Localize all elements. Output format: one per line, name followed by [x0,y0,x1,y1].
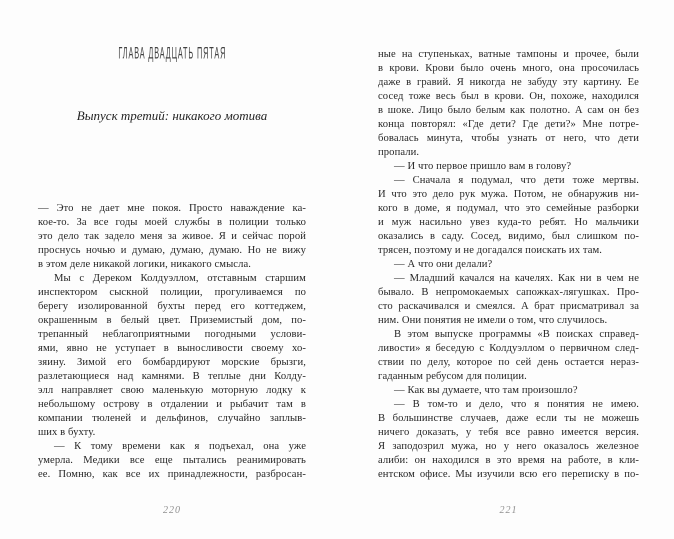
text-line: ших в бухту. [38,427,96,438]
text-line: алиби: он находился в это время на работе, в кли- [378,455,639,466]
text-line: Мы с Дереком Колдуэллом, отставным старшим [54,273,306,284]
text-line: конца повторял: «Где дети? Где дети?» Мне потре- [378,119,639,130]
text-line: элл направляет свою маленькую моторную лодку к [38,385,306,396]
text-line: ним. Они понятия не имели о том, что случилось. [378,315,608,326]
text-line: — И что первое пришло вам в голову? [394,161,572,172]
text-line: ствии по делу, которое по сей день остается нераз- [378,357,639,368]
text-line: даже в гравий. Я никогда не забуду эту картину. Ее [378,77,639,88]
chapter-heading [38,42,306,63]
text-line: В этом выпуске программы «В поисках справед- [394,329,639,340]
text-line: — Это не дает мне покоя. Просто наваждение ка- [38,203,306,214]
text-line: в крови. Крови было очень много, она просочилась [378,63,639,74]
text-line: проснусь ночью и думаю, думаю, думаю. Но не вижу [38,245,306,256]
text-line: — А что они делали? [394,259,493,270]
text-line: небольшому острову в отдалении и рыбачит там в [38,399,306,410]
text-line: трепанный неблагоприятными погодными услови- [38,329,306,340]
text-line: гаданным ребусом для полиции. [378,371,527,382]
text-line: это дело так задело меня за живое. Я и сейчас порой [38,231,306,242]
text-line: сосед тоже весь был в крови. Он, похоже, находился [378,91,639,102]
text-line: окрашенным в белый цвет. Приземистый дом, по- [38,315,306,326]
text-line: И что это дело рук мужа. Потом, не обнаружив ни- [378,189,639,200]
text-line: ентском офисе. Мы изучили всю его переписку в по- [378,469,639,480]
text-line: ливости» я беседую с Колдуэллом о первичном след- [378,343,639,354]
text-line: — В том-то и дело, что я понятия не имею. [394,399,639,410]
text-line: в этом деле никакой логики, никакого смысла. [38,259,252,270]
text-line: В большинстве случаев, даже если ты не можешь [378,413,639,424]
text-line: ничего доказать, у тебя все равно имеется версия. [378,427,639,438]
text-line: кое-то. За все годы моей службы в полиции только [38,217,306,228]
text-line: зяину. Зимой его бомбардируют морские брызги, [38,357,306,368]
text-line: в шоке. Лицо было белым как полотно. А сам он без [378,105,639,116]
text-line: трясен, поэтому и не догадался поискать их там. [378,245,603,256]
text-line: пропали. [378,147,420,158]
chapter-subtitle: Выпуск третий: никакого мотива [76,108,268,123]
text-line: — Как вы думаете, что там произошло? [394,385,578,396]
left-page-number: 220 [163,505,181,516]
text-line: оказались в саду. Сосед, видимо, был слишком по- [378,231,639,242]
text-line: бовалась минута, чтобы узнать от него, что дети [378,133,639,144]
right-page-body [378,48,639,482]
text-line: компании тюленей и дельфинов, случайно заплыв- [38,413,306,424]
text-line: кого в доме, я подумал, что это семейные разборки [378,203,639,214]
chapter-title: ГЛАВА ДВАДЦАТЬ ПЯТАЯ [118,43,226,63]
text-line: бывало. В непромокаемых сапожках-лягушках. Про- [378,287,639,298]
text-line: сто раскачивался и смеялся. А брат присматривал за [378,301,639,312]
text-line: Я заподозрил мужа, но у него оказалось железное [378,441,639,452]
text-line: берегу изолированной бухты перед его коттеджем, [38,301,306,312]
text-line: ее. Помню, как все их принадлежности, разбросан- [38,469,306,480]
text-line: — Сначала я подумал, что дети тоже мертвы. [394,175,639,186]
text-line: ные на ступеньках, ватные тампоны и прочее, были [378,49,639,60]
text-line: инспектором сыскной полиции, прогуливаемся по [38,287,306,298]
text-line: — К тому времени как я подъехал, она уже [54,441,306,452]
left-page-body [38,202,306,482]
right-page-number: 221 [499,505,518,516]
text-line: ями, явно не уступает в выносливости своему хо- [38,343,306,354]
text-line: — Младший качался на качелях. Как ни в чем не [394,273,639,284]
text-line: и муж насильно увез куда-то ребят. Но мальчики [378,217,639,228]
text-line: разлетающиеся над камнями. В теплые дни Колду- [38,371,306,382]
text-line: умерла. Медики все еще пытались реанимировать [38,455,306,466]
